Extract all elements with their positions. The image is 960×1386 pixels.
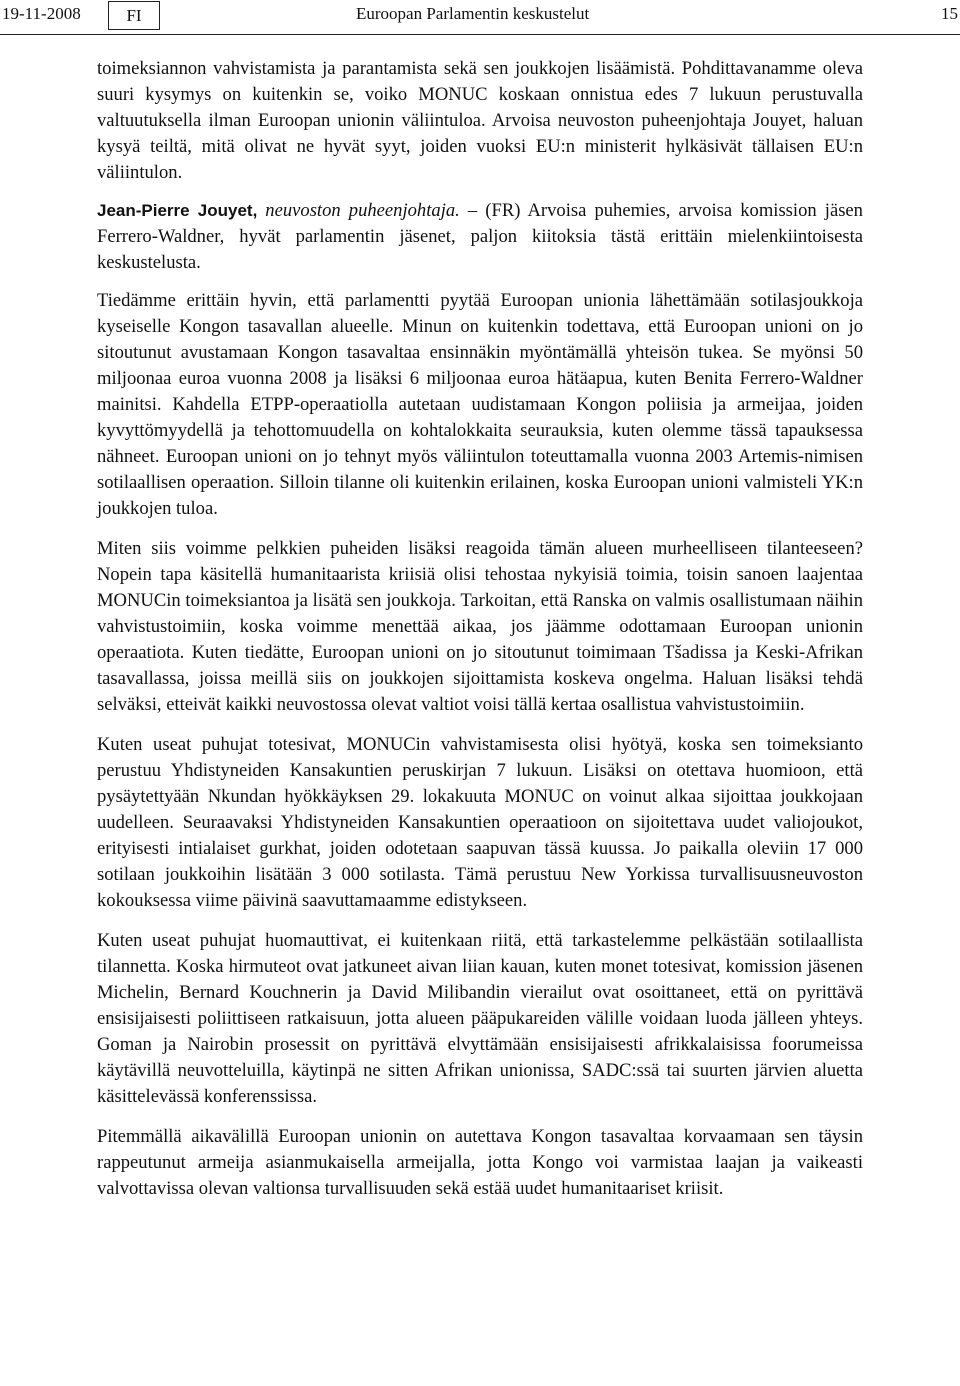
header-divider xyxy=(0,34,960,35)
header-title: Euroopan Parlamentin keskustelut xyxy=(356,4,590,23)
header-date: 19-11-2008 xyxy=(2,4,81,23)
speaker-text: – (FR) Arvoisa puhemies, arvoisa komission jäsen Ferrero-Waldner, hyvät parlamentin jäsenet, paljon kiitoksia tästä erittäin mielenkiintoisesta keskustelusta. xyxy=(97,200,863,273)
paragraph-1: toimeksiannon vahvistamista ja parantamista sekä sen joukkojen lisäämistä. Pohdittavanamme oleva suuri kysymys on kuitenkin se, voiko MONUC koskaan onnistua edes 7 lukuun perustuvalla valtuutuksella ilman Euroopan unionin väliintuloa. Arvoisa neuvoston puheenjohtaja Jouyet, haluan kysyä teiltä, mitä olivat ne hyvät syyt, joiden vuoksi EU:n ministerit hylkäsivät tällaisen EU:n väliintulon. xyxy=(97,58,863,183)
paragraph-4: Kuten useat puhujat totesivat, MONUCin vahvistamisesta olisi hyötyä, koska sen toimeksianto perustuu Yhdistyneiden Kansakuntien peruskirjan 7 lukuun. Lisäksi on otettava huomioon, että pysäytettyään Nkundan hyökkäyksen 29. lokakuuta MONUC on voinut alkaa sijoittaa joukkojaan uudelleen. Seuraavaksi Yhdistyneiden Kansakuntien operaatioon on sijoitettava uudet valiojoukot, erityisesti intialaiset gurkhat, joiden odotetaan saapuvan tässä kuussa. Jo paikalla oleviin 17 000 sotilaan joukkoihin lisätään 3 000 sotilasta. Tämä perustuu New Yorkissa turvallisuusneuvoston kokouksessa viime päivinä saavuttamaamme edistykseen. xyxy=(97,734,863,911)
paragraph-3: Miten siis voimme pelkkien puheiden lisäksi reagoida tämän alueen murheelliseen tilanteeseen? Nopein tapa käsitellä humanitaarista kriisiä olisi tehostaa nykyisiä toimia, toisin sanoen laajentaa MONUCin toimeksiantoa ja lisätä sen joukkoja. Tarkoitan, että Ranska on valmis osallistumaan näihin vahvistustoimiin, koska voimme menettää aikaa, jos jäämme odottamaan Euroopan unionin operaatiota. Kuten tiedätte, Euroopan unioni on jo sitoutunut toimimaan Tšadissa ja Keski-Afrikan tasavallassa, joissa meillä siis on joukkojen sijoittamista koskeva ongelma. Haluan lisäksi tehdä selväksi, etteivät kaikki neuvostossa olevat valtiot voisi tällä kertaa osallistua vahvistustoimiin. xyxy=(97,538,863,715)
page-header xyxy=(0,0,960,33)
paragraph-6: Pitemmällä aikavälillä Euroopan unionin on autettava Kongon tasavaltaa korvaamaan sen täysin rappeutunut armeija asianmukaisella armeijalla, jotta Kongo voi varmistaa laajan ja vaikeasti valvottavissa olevan valtionsa turvallisuuden sekä estää uudet humanitaariset kriisit. xyxy=(97,1126,863,1199)
language-badge: FI xyxy=(108,1,160,30)
document-body xyxy=(97,56,863,1214)
page-number: 15 xyxy=(941,4,958,23)
speaker-name: Jean-Pierre Jouyet, xyxy=(97,201,258,220)
paragraph-5: Kuten useat puhujat huomauttivat, ei kuitenkaan riitä, että tarkastelemme pelkästään sotilaallista tilannetta. Koska hirmuteot ovat jatkuneet aivan liian kauan, kuten monet totesivat, komission jäsenen Michelin, Bernard Kouchnerin ja David Milibandin vierailut ovat osoittaneet, että on pyrittävä ensisijaisesti poliittiseen ratkaisuun, jotta alueen pääpukareiden välille voidaan luoda jälleen yhteys. Goman ja Nairobin prosessit on pyrittävä elvyttämään ensisijaisesti afrikkalaisissa foorumeissa käytävillä neuvotteluilla, käytinpä ne sitten Afrikan unionissa, SADC:ssä tai suurten järvien aluetta käsittelevässä konferenssissa. xyxy=(97,930,863,1107)
speaker-paragraph xyxy=(97,198,863,276)
paragraph-2: Tiedämme erittäin hyvin, että parlamentti pyytää Euroopan unionia lähettämään sotilasjoukkoja kyseiselle Kongon tasavallan alueelle. Minun on kuitenkin todettava, että Euroopan unioni on jo sitoutunut avustamaan Kongon tasavaltaa ensinnäkin myöntämällä yhteisön tukea. Se myönsi 50 miljoonaa euroa vuonna 2008 ja lisäksi 6 miljoonaa euroa hätäapua, kuten Benita Ferrero-Waldner mainitsi. Kahdella ETPP-operaatiolla autetaan uudistamaan Kongon poliisia ja armeijaa, joiden kyvyttömyydellä ja tehottomuudella on kohtalokkaita seurauksia, kuten olemme tässä tapauksessa nähneet. Euroopan unioni on jo tehnyt myös väliintulon toteuttamalla vuonna 2003 Artemis-nimisen sotilaallisen operaation. Silloin tilanne oli kuitenkin erilainen, koska Euroopan unioni valmisteli YK:n joukkojen tuloa. xyxy=(97,290,863,519)
speaker-role: neuvoston puheenjohtaja. xyxy=(265,200,460,221)
